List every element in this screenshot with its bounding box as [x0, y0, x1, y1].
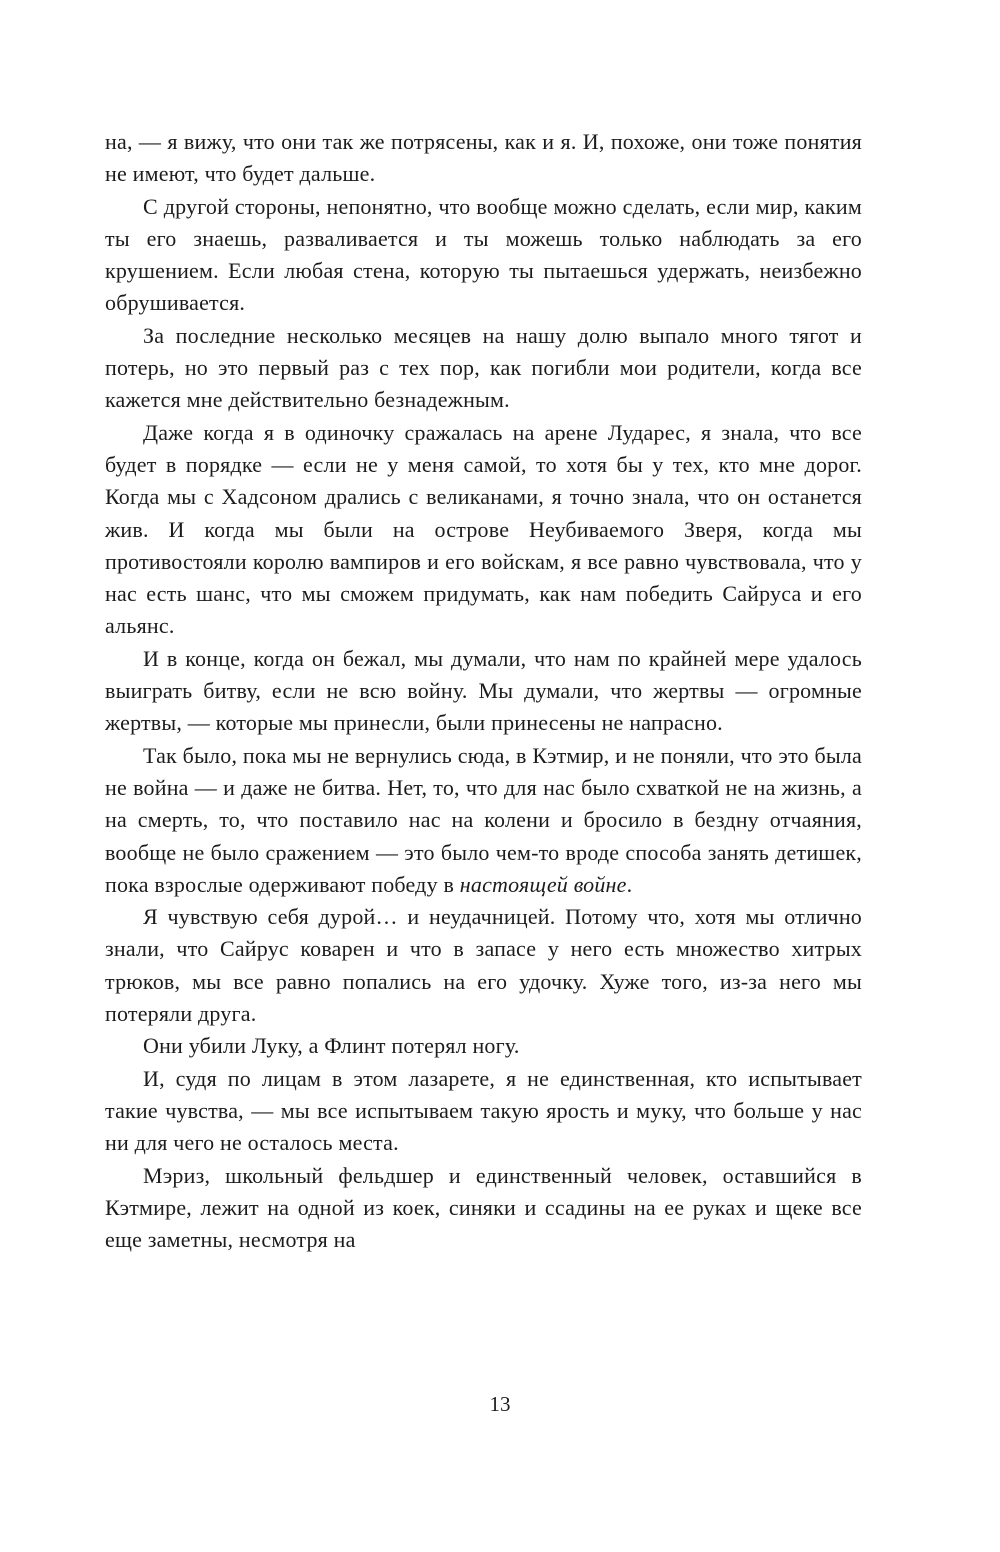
paragraph: [105, 740, 862, 901]
paragraph: [105, 1030, 862, 1062]
text-segment: Так было, пока мы не вернулись сюда, в Кэтмир, и не поняли, что это была не война — и даже не битва. Нет, то, что для нас было схваткой не на жизнь, а на смерть, то, что поставило нас на колени и бросило в бездну отчаяния, вообще не было сражением — это было чем-то вроде способа занять детишек, пока взрослые одерживают победу в: [105, 742, 862, 897]
paragraph: [105, 1063, 862, 1160]
paragraph: [105, 417, 862, 643]
page-number: 13: [489, 1392, 511, 1416]
text-segment: За последние несколько месяцев на нашу долю выпало много тягот и потерь, но это первый раз с тех пор, как погибли мои родители, когда все кажется мне действительно безнадежным.: [105, 322, 862, 413]
text-segment: С другой стороны, непонятно, что вообще можно сделать, если мир, каким ты его знаешь, разваливается и ты можешь только наблюдать за его крушением. Если любая стена, которую ты пытаешься удержать, неизбежно обрушивается.: [105, 193, 862, 316]
paragraph: [105, 320, 862, 417]
paragraph: [105, 126, 862, 191]
page-text: [105, 126, 862, 1256]
text-segment: Я чувствую себя дурой… и неудачницей. Потому что, хотя мы отлично знали, что Сайрус коварен и что в запасе у него есть множество хитрых трюков, мы все равно попались на его удочку. Хуже того, из-за него мы потеряли друга.: [105, 904, 862, 1027]
paragraph: [105, 191, 862, 320]
text-segment: Даже когда я в одиночку сражалась на арене Лударес, я знала, что все будет в порядке — если не у меня самой, то хотя бы у тех, кто мне дорог. Когда мы с Хадсоном дрались с великанами, я точно знала, что он останется жив. И когда мы были на острове Неубиваемого Зверя, когда мы противостояли королю вампиров и его войскам, я все равно чувствовала, что у нас есть шанс, что мы сможем придумать, как нам победить Сайруса и его альянс.: [105, 419, 862, 639]
italic-text: настоящей войне: [459, 871, 627, 897]
text-segment: Они убили Луку, а Флинт потерял ногу.: [143, 1033, 520, 1059]
paragraph: [105, 901, 862, 1030]
text-segment: Мэриз, школьный фельдшер и единственный человек, оставшийся в Кэтмире, лежит на одной из коек, синяки и ссадины на ее руках и щеке все еще заметны, несмотря на: [105, 1162, 862, 1253]
text-segment: И, судя по лицам в этом лазарете, я не единственная, кто испытывает такие чувства, — мы все испытываем такую ярость и муку, что больше у нас ни для чего не осталось места.: [105, 1065, 862, 1156]
text-segment: на, — я вижу, что они так же потрясены, как и я. И, похоже, они тоже понятия не имеют, что будет дальше.: [105, 129, 862, 187]
text-segment: .: [626, 871, 633, 897]
paragraph: [105, 643, 862, 740]
text-segment: И в конце, когда он бежал, мы думали, что нам по крайней мере удалось выиграть битву, если не всю войну. Мы думали, что жертвы — огромные жертвы, — которые мы принесли, были принесены не напрасно.: [105, 645, 862, 736]
paragraph: [105, 1160, 862, 1257]
